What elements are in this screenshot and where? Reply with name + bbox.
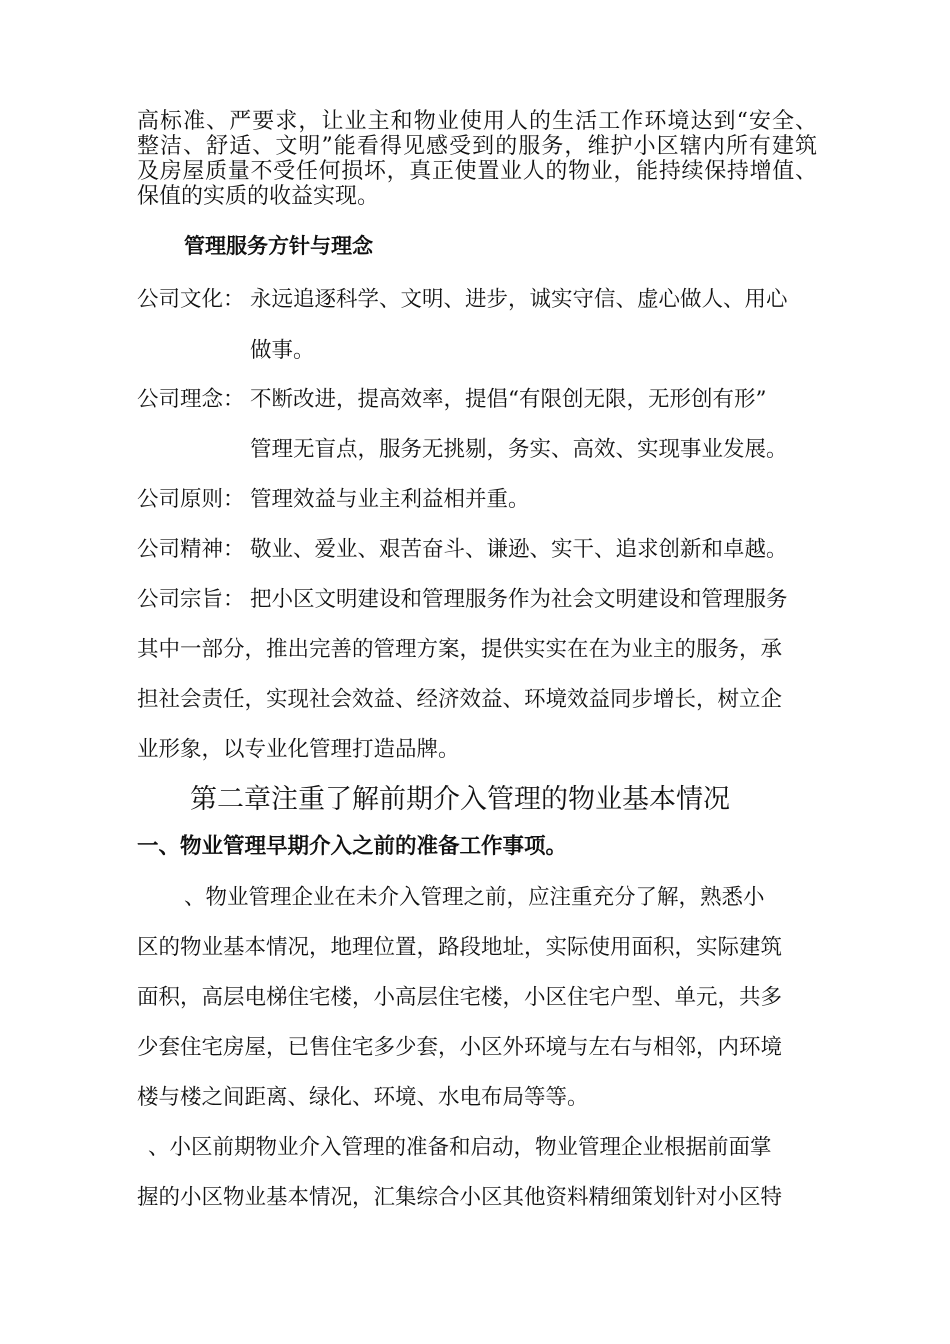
- item-culture-label: 公司文化：: [137, 287, 245, 312]
- section-heading: 管理服务方针与理念: [184, 234, 373, 258]
- item-purpose-text: 把小区文明建设和管理服务作为社会文明建设和管理服务: [250, 587, 788, 612]
- item-culture-text: 永远追逐科学、文明、进步，诚实守信、虚心做人、用心: [250, 287, 788, 312]
- intro-line-2: 整洁、舒适、文明”能看得见感受到的服务，维护小区辖内所有建筑: [137, 134, 817, 159]
- para1-line-4: 少套住宅房屋，已售住宅多少套，小区外环境与左右与相邻，内环境: [137, 1035, 783, 1060]
- item-concept-text-cont: 管理无盲点，服务无挑剔，务实、高效、实现事业发展。: [250, 437, 788, 462]
- chapter-title: 第二章注重了解前期介入管理的物业基本情况: [190, 784, 730, 815]
- para1-line-5: 楼与楼之间距离、绿化、环境、水电布局等等。: [137, 1085, 589, 1110]
- item-purpose-text-4: 业形象，以专业化管理打造品牌。: [137, 737, 460, 762]
- item-purpose-label: 公司宗旨：: [137, 587, 245, 612]
- item-purpose-text-3: 担社会责任，实现社会效益、经济效益、环境效益同步增长，树立企: [137, 687, 783, 712]
- para2-line-2: 握的小区物业基本情况，汇集综合小区其他资料精细策划针对小区特: [137, 1185, 783, 1210]
- item-spirit-text: 敬业、爱业、艰苦奋斗、谦逊、实干、追求创新和卓越。: [250, 537, 788, 562]
- item-culture-text-cont: 做事。: [250, 338, 315, 363]
- subsection-title: 一、物业管理早期介入之前的准备工作事项。: [137, 834, 568, 859]
- item-purpose-text-2: 其中一部分，推出完善的管理方案，提供实实在在为业主的服务，承: [137, 637, 783, 662]
- para1-line-1: 、物业管理企业在未介入管理之前，应注重充分了解，熟悉小: [184, 885, 765, 910]
- item-spirit-label: 公司精神：: [137, 537, 245, 562]
- item-concept-text: 不断改进，提高效率，提倡“有限创无限，无形创有形”: [250, 387, 767, 412]
- para1-line-2: 区的物业基本情况，地理位置，路段地址，实际使用面积，实际建筑: [137, 935, 783, 960]
- intro-line-3: 及房屋质量不受任何损坏，真正使置业人的物业，能持续保持增值、: [137, 159, 817, 184]
- intro-line-1: 高标准、严要求，让业主和物业使用人的生活工作环境达到“安全、: [137, 109, 817, 134]
- item-principle-text: 管理效益与业主利益相并重。: [250, 487, 530, 512]
- para1-line-3: 面积，高层电梯住宅楼，小高层住宅楼，小区住宅户型、单元，共多: [137, 985, 783, 1010]
- item-principle-label: 公司原则：: [137, 487, 245, 512]
- item-concept-label: 公司理念：: [137, 387, 245, 412]
- intro-line-4: 保值的实质的收益实现。: [137, 184, 380, 209]
- para2-line-1: 、小区前期物业介入管理的准备和启动，物业管理企业根据前面掌: [148, 1135, 772, 1160]
